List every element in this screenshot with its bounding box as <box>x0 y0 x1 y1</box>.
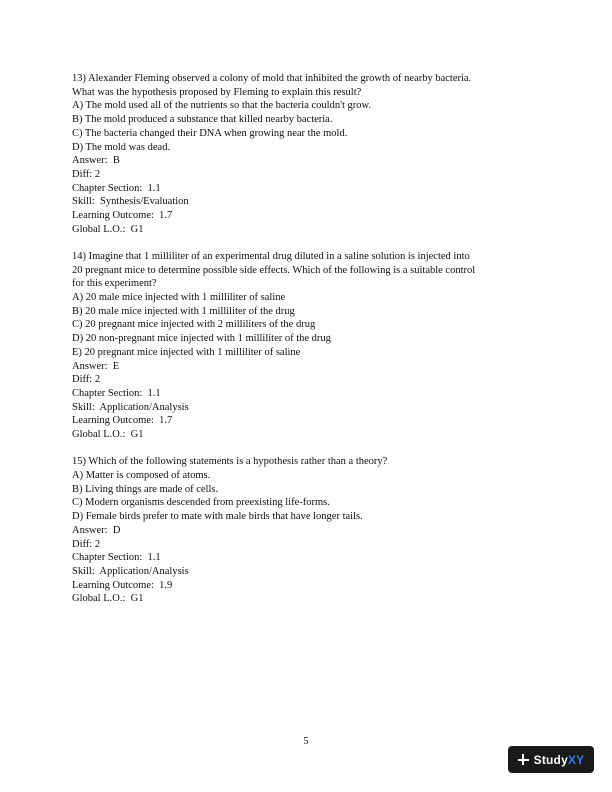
answer-key: Answer: E <box>72 360 120 372</box>
learning-outcome: Learning Outcome: 1.7 <box>72 210 173 222</box>
page-number: 5 <box>303 736 309 747</box>
answer-option: C) The bacteria changed their DNA when growing near the mold. <box>72 127 348 139</box>
question-stem-line: 13) Alexander Fleming observed a colony of mold that inhibited the growth of nearby bacteria. <box>72 73 472 84</box>
skill: Skill: Application/Analysis <box>72 401 189 413</box>
global-lo: Global L.O.: G1 <box>72 429 144 441</box>
answer-option: D) Female birds prefer to mate with male birds that have longer tails. <box>72 511 363 523</box>
global-lo: Global L.O.: G1 <box>72 223 144 235</box>
global-lo: Global L.O.: G1 <box>72 593 144 605</box>
answer-option: A) 20 male mice injected with 1 milliliter of saline <box>72 292 286 304</box>
answer-option: B) The mold produced a substance that killed nearby bacteria. <box>72 114 333 126</box>
answer-option: B) 20 male mice injected with 1 milliliter of the drug <box>72 305 295 317</box>
chapter-section: Chapter Section: 1.1 <box>72 182 161 194</box>
question-14 <box>72 250 542 442</box>
learning-outcome: Learning Outcome: 1.7 <box>72 415 173 427</box>
question-stem-line: 15) Which of the following statements is a hypothesis rather than a theory? <box>72 456 388 468</box>
skill: Skill: Synthesis/Evaluation <box>72 196 189 208</box>
chapter-section: Chapter Section: 1.1 <box>72 387 161 399</box>
difficulty: Diff: 2 <box>72 168 101 180</box>
answer-key: Answer: D <box>72 524 121 536</box>
answer-key: Answer: B <box>72 155 120 167</box>
answer-option: D) The mold was dead. <box>72 141 171 153</box>
answer-option: D) 20 non-pregnant mice injected with 1 milliliter of the drug <box>72 333 331 345</box>
skill: Skill: Application/Analysis <box>72 565 189 577</box>
document-body <box>72 72 542 620</box>
brand-name <box>534 753 585 767</box>
question-stem-line: 14) Imagine that 1 milliliter of an experimental drug diluted in a saline solution is injected into <box>72 250 470 262</box>
answer-option: C) Modern organisms descended from preexisting life-forms. <box>72 497 330 509</box>
answer-option: A) Matter is composed of atoms. <box>72 469 211 481</box>
chapter-section: Chapter Section: 1.1 <box>72 552 161 564</box>
question-15 <box>72 455 542 606</box>
plus-icon <box>518 754 529 765</box>
question-stem-line: 20 pregnant mice to determine possible side effects. Which of the following is a suitable control <box>72 264 476 276</box>
brand-name-accent: XY <box>567 752 585 767</box>
answer-option: E) 20 pregnant mice injected with 1 milliliter of saline <box>72 346 301 358</box>
learning-outcome: Learning Outcome: 1.9 <box>72 579 173 591</box>
brand-name-main: Study <box>533 752 568 767</box>
answer-option: C) 20 pregnant mice injected with 2 milliliters of the drug <box>72 319 316 331</box>
studyxy-badge[interactable] <box>508 746 594 773</box>
difficulty: Diff: 2 <box>72 374 101 386</box>
question-stem-line: What was the hypothesis proposed by Fleming to explain this result? <box>72 86 362 98</box>
question-stem-line: for this experiment? <box>72 278 157 290</box>
difficulty: Diff: 2 <box>72 538 101 550</box>
answer-option: B) Living things are made of cells. <box>72 483 219 495</box>
question-13 <box>72 72 542 236</box>
answer-option: A) The mold used all of the nutrients so that the bacteria couldn't grow. <box>72 100 372 112</box>
